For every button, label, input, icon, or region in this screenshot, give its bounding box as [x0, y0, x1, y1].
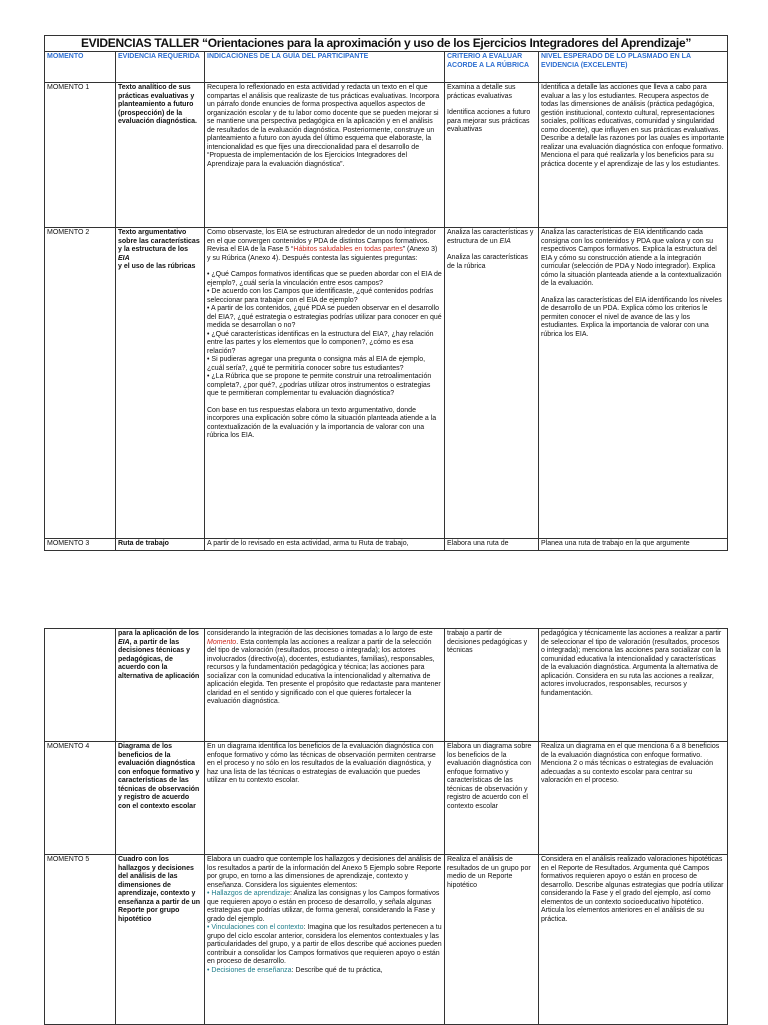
evidencia-cell [116, 228, 205, 539]
question-item: • A partir de los contenidos, ¿qué PDA se pueden observar en el desarrollo del EIA?, ¿qué estrategia o estrategias podrías utilizar para conocer en qué medida se desarrollan o no? [207, 305, 442, 329]
indicaciones-intro: Como observaste, los EIA se estructuran alrededor de un nodo integrador en el que convergen contenidos y PDA de distintos Campos formativos. Revisa el EIA de la Fase 5 “Hábitos saludables en todas partes” (Anexo 3) y su Rúbrica (Anexo 4). Después contesta las siguientes preguntas: [207, 229, 438, 262]
nivel-cell: Realiza un diagrama en el que menciona 6 a 8 beneficios de la evaluación diagnóstica con enfoque formativo. Menciona 2 o más técnicas o estrategias de evaluación adecuadas a su contexto escolar para centrar su valoración en el proceso. [539, 742, 728, 855]
question-item: • ¿La Rúbrica que se propone te permite construir una retroalimentación completa?, ¿por qué?, ¿podrías utilizar otros instrumentos o estrategias que te permitieran complementar tu evaluación diagnóstica? [207, 373, 432, 397]
table-row-momento-3 [45, 539, 728, 551]
momento-label: MOMENTO 1 [45, 83, 116, 228]
evidencia-eia: EIA [118, 254, 130, 262]
criterio-text: Examina a detalle sus prácticas evaluativas [447, 84, 516, 100]
criterio-text: Analiza las características y estructura de un [447, 229, 534, 245]
nivel-text: Articula los elementos anteriores en el análisis de su práctica. [541, 907, 705, 923]
table-row-momento-4 [45, 742, 728, 855]
table-row-momento-2 [45, 228, 728, 539]
bullet-decisiones: • Decisiones de enseñanza: Describe qué de tu práctica, [207, 966, 383, 974]
bullet-vinculaciones: • Vinculaciones con el contexto: Imagina que los resultados pertenecen a tu grupo del ciclo escolar anterior, considera los elementos contextuales y las particularidades del grupo, y a partir de ellos describe qué acciones pueden contribuir a consolidar los Campos formativos que requieren apoyo o están en proceso de desarrollo. [207, 924, 442, 965]
nivel-text: Analiza las características del EIA identificando los niveles de desarrollo de un PDA. Explica cómo los criterios le permiten conocer el nivel de avance de las y los estudiantes. Explica la importancia de valorar con una rúbrica los EIA. [541, 296, 722, 338]
criterio-cell: trabajo a partir de decisiones pedagógicas y técnicas [445, 629, 539, 742]
nivel-cell [539, 228, 728, 539]
criterio-cell: Elabora una ruta de [445, 539, 539, 551]
momento-label: MOMENTO 2 [45, 228, 116, 539]
nivel-text: Identifica a detalle las acciones que lleva a cabo para evaluar a las y los estudiantes. Recupera aspectos de todas las dimensiones de análisis (práctica pedagógica, gestión institucional, contexto cultural, representaciones sociales, políticas educativas, comunidad y singularidad como docente), que influyen en sus prácticas evaluativas. [541, 84, 721, 134]
momento-label: MOMENTO 5 [45, 855, 116, 1025]
indicaciones-cell [205, 855, 445, 1025]
momento-label-empty [45, 629, 116, 742]
evidencia-eia: EIA [118, 638, 130, 646]
nivel-cell [539, 83, 728, 228]
question-item: • ¿Qué características identificas en la estructura del EIA?, ¿hay relación entre las partes y los elementos que lo componen?, ¿cómo es esa relación? [207, 330, 434, 355]
indicaciones-intro: Elabora un cuadro que contemple los hallazgos y decisiones del análisis de los resultados a partir de la información del Anexo 5 Ejemplo sobre Reporte por grupo, en torno a las dimensiones de aprendizaje, contexto y enseñanza. Considera los siguientes elementos: [207, 856, 442, 889]
indicaciones-cell: Recupera lo reflexionado en esta actividad y redacta un texto en el que compartas el análisis que realizaste de tus prácticas evaluativas. Incorpora un párrafo donde enuncies de forma prospectiva aquellos aspectos de organización escolar y de tu labor como docente que se pueden mejorar si se mantiene una perspectiva pedagógica en la aplicación y en el análisis de resultados de la evaluación diagnóstica. Posteriormente, construye un planteamiento a futuro con ayuda del último esquema que elaboraste, la intencionalidad es que fijes una direccionalidad para el desarrollo de “Propuesta de implementación de los Ejercicios Integradores del Aprendizaje para la evaluación diagnóstica”. [205, 83, 445, 228]
evidencia-text: Texto argumentativo sobre las características y la estructura de los [118, 229, 200, 253]
header-nivel: NIVEL ESPERADO DE LO PLASMADO EN LA EVIDENCIA (EXCELENTE) [539, 52, 728, 83]
evidencia-cell [116, 629, 205, 742]
momento-label: MOMENTO 3 [45, 539, 116, 551]
evidencia-cell: Texto analítico de sus prácticas evaluativas y planteamiento a futuro (prospección) de la evaluación diagnóstica. [116, 83, 205, 228]
evidencia-text: para la aplicación de los [118, 630, 199, 637]
evidence-table-page-1 [44, 35, 728, 551]
indicaciones-cell [205, 228, 445, 539]
momento-label: MOMENTO 4 [45, 742, 116, 855]
question-item: • ¿Qué Campos formativos identificas que se pueden abordar con el EIA de ejemplo?, ¿cuál sería la vinculación entre esos campos? [207, 271, 442, 287]
criterio-cell [445, 83, 539, 228]
criterio-eia: EIA [499, 237, 511, 245]
bullet-hallazgos: • Hallazgos de aprendizaje: Analiza las consignas y los Campos formativos que requieren apoyo o están en proceso de desarrollo, y señala algunas estrategias que podrías utilizar, de forma general, considerando la Fase y grado del ejemplo. [207, 890, 440, 923]
momento-highlight: Momento [207, 638, 237, 646]
document-title: EVIDENCIAS TALLER “Orientaciones para la aproximación y uso de los Ejercicios Integradores del Aprendizaje” [45, 36, 728, 52]
nivel-cell: Planea una ruta de trabajo en la que argumente [539, 539, 728, 551]
evidencia-text: y el uso de las rúbricas [118, 263, 196, 270]
evidence-table-page-2 [44, 628, 728, 1025]
nivel-text: Describe a detalle las razones por las cuales es importante realizar una evaluación diagnóstica con enfoque formativo. Menciona el para qué realizarla y los beneficios para su práctica docente y el aprendizaje de las y los estudiantes. [541, 135, 725, 168]
indicaciones-cell: considerando la integración de las decisiones tomadas a lo largo de este Momento. Esta contempla las acciones a realizar a partir de la selección del tipo de valoración (resultados, proceso o integrada); los actores involucrados (directivo(a), docentes, estudiantes, familias), responsables, recursos y la fundamentación pedagógica y técnica; las acciones para socializar con la comunidad educativa la intencionalidad y alternativa de aplicación elegida. Ten presente el propósito que redactaste para mantener claridad en el sentido y significado con el que quieres fortalecer la evaluación diagnóstica. [205, 629, 445, 742]
fase-5-example-link: Hábitos saludables en todas partes [293, 246, 403, 253]
header-criterio: CRITERIO A EVALUAR ACORDE A LA RÚBRICA [445, 52, 539, 83]
criterio-text: Identifica acciones a futuro para mejorar sus prácticas evaluativas [447, 109, 531, 133]
indicaciones-closing: Con base en tus respuestas elabora un texto argumentativo, donde incorpores una explicación sobre cómo la situación planteada atiende a la contextualización de la evaluación y la importancia de valorar con una rúbrica los EIA. [207, 406, 437, 439]
evidencia-text: , a partir de las decisiones técnicas y pedagógicas, de acuerdo con la alternativa de aplicación [118, 638, 200, 680]
nivel-cell [539, 855, 728, 1025]
question-item: • De acuerdo con los Campos que identificaste, ¿qué contenidos podrías seleccionar para trabajar con el EIA de ejemplo? [207, 288, 434, 304]
evidencia-cell: Diagrama de los beneficios de la evaluación diagnóstica con enfoque formativo y características de las técnicas de observación y registro de acuerdo con el contexto escolar [116, 742, 205, 855]
header-evidencia: EVIDENCIA REQUERIDA [116, 52, 205, 83]
indicaciones-cell: En un diagrama identifica los beneficios de la evaluación diagnóstica con enfoque formativo y cómo las técnicas de observación permiten centrarse en el proceso y no sólo en los resultados de la evaluación diagnóstica, y haz una lista de las técnicas o estrategias de evaluación que puedes utilizar en tu contexto escolar. [205, 742, 445, 855]
criterio-cell [445, 228, 539, 539]
criterio-cell: Elabora un diagrama sobre los beneficios de la evaluación diagnóstica con enfoque formativo y características de las técnicas de observación y registro de acuerdo con el contexto escolar [445, 742, 539, 855]
criterio-text: Analiza las características de la rúbrica [447, 254, 528, 270]
nivel-text: Analiza las características de EIA identificando cada consigna con los contenidos y PDA que valora y con su respectivos Campos formativos. Explica la estructura del EIA y cómo su construcción atiende a la integración curricular (selección de PDA y Nodo integrador). Explica cómo la situación planteada atiende a la contextualización de la evaluación. [541, 229, 722, 287]
table-row-momento-3-cont [45, 629, 728, 742]
evidencia-cell: Cuadro con los hallazgos y decisiones del análisis de las dimensiones de aprendizaje, contexto y enseñanza a partir de un Reporte por grupo hipotético [116, 855, 205, 1025]
nivel-text: Considera en el análisis realizado valoraciones hipotéticas en el Reporte de Resultados. Argumenta qué Campos formativos requieren apoyo o están en proceso de desarrollo. Describe algunas estrategias que podría utilizar considerando la Fase y el grado del ejemplo, así como elementos de un contexto socioeducativo hipotético. [541, 856, 724, 906]
nivel-cell: pedagógica y técnicamente las acciones a realizar a partir de seleccionar el tipo de valoración (resultados, procesos o integrada); menciona las acciones para socializar con la comunidad educativa la intencionalidad y características de la evaluación diagnóstica. Argumenta la alternativa de aplicación. Considera en su ruta las acciones a realizar, actores involucrados, responsables, recursos y fundamentación. [539, 629, 728, 742]
criterio-cell: Realiza el análisis de resultados de un grupo por medio de un Reporte hipotético [445, 855, 539, 1025]
header-indicaciones: INDICACIONES DE LA GUÍA DEL PARTICIPANTE [205, 52, 445, 83]
indicaciones-cell: A partir de lo revisado en esta actividad, arma tu Ruta de trabajo, [205, 539, 445, 551]
evidencia-cell: Ruta de trabajo [116, 539, 205, 551]
table-row-momento-1 [45, 83, 728, 228]
question-item: • Si pudieras agregar una pregunta o consigna más al EIA de ejemplo, ¿cuál sería?, ¿qué te permitiría conocer sobre tus estudiantes? [207, 356, 426, 372]
header-momento: MOMENTO [45, 52, 116, 83]
table-row-momento-5 [45, 855, 728, 1025]
